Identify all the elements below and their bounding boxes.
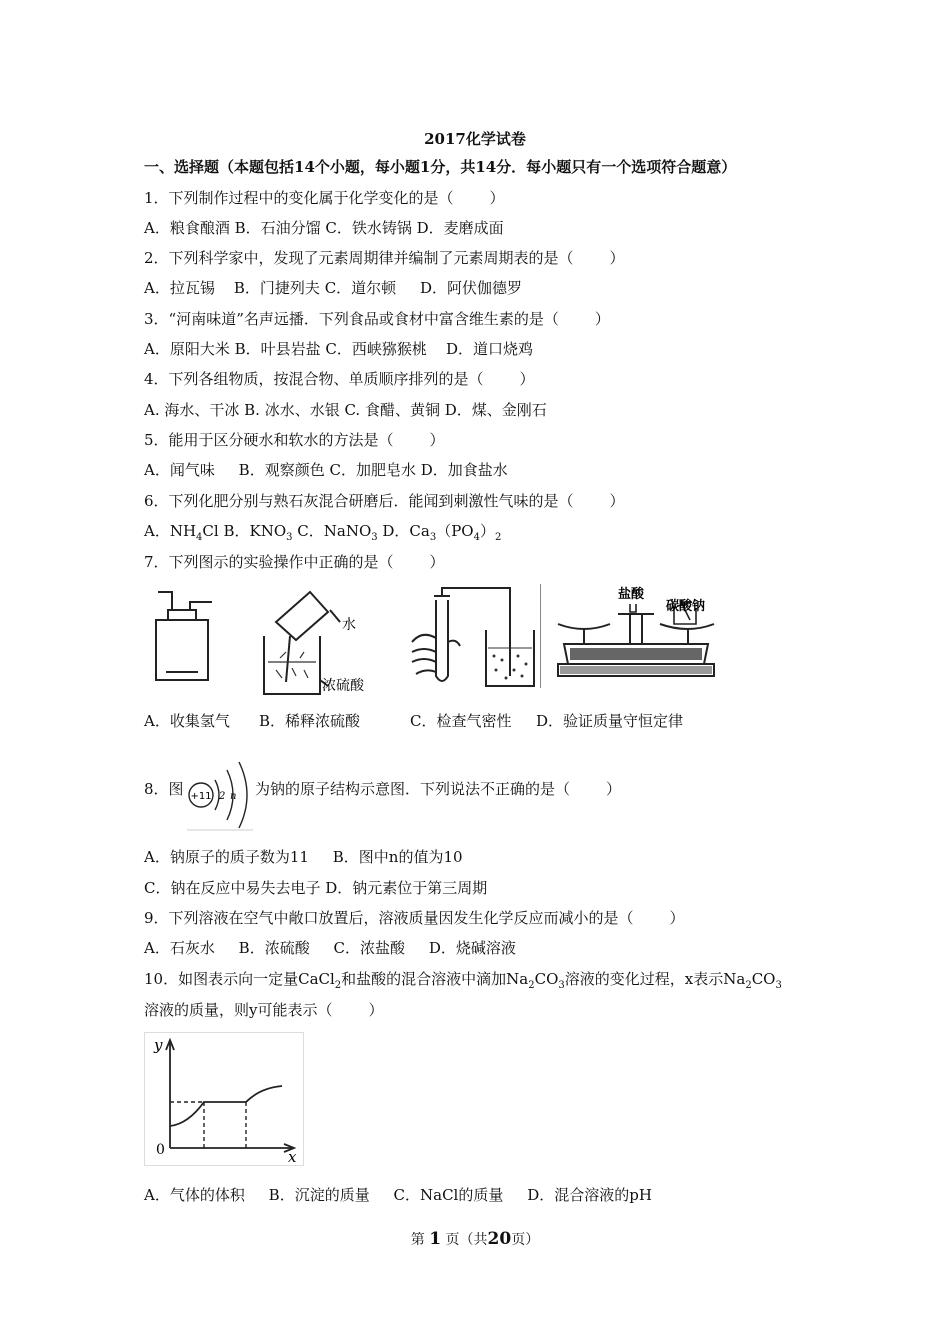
option-d-text-2: （PO <box>436 522 474 540</box>
question-2-stem: 2．下列科学家中，发现了元素周期律并编制了元素周期表的是（ <box>144 249 574 267</box>
figure-divider <box>540 584 541 688</box>
option-c-text: C．NaNO <box>292 522 372 540</box>
question-4 <box>144 369 535 389</box>
total-pages: 20 <box>487 1229 512 1249</box>
answer-paren-close: ） <box>489 189 505 207</box>
section-heading: 一、选择题（本题包括14个小题，每小题1分，共14分．每小题只有一个选项符合题意） <box>144 158 737 176</box>
question-8-pre: 8．图 <box>144 780 184 798</box>
question-5-stem: 5．能用于区分硬水和软水的方法是（ <box>144 431 394 449</box>
q10-text-1: 10．如图表示向一定量CaCl <box>144 970 335 988</box>
gas-bottle-figure <box>148 588 218 688</box>
question-9-options: A．石灰水 B．浓硫酸 C．浓盐酸 D．烧碱溶液 <box>144 939 516 957</box>
dilute-acid-figure <box>246 582 381 700</box>
question-2 <box>144 248 625 268</box>
question-9-stem: 9．下列溶液在空气中敞口放置后，溶液质量因发生化学反应而减小的是（ <box>144 909 634 927</box>
q10-text-3: CO <box>534 970 559 988</box>
subscript: 2 <box>528 980 535 991</box>
conc-acid-label: 浓硫酸 <box>322 678 364 694</box>
question-3-options: A．原阳大米 B．叶县岩盐 C．西峡猕猴桃 D．道口烧鸡 <box>144 340 533 358</box>
question-1-options: A．粮食酿酒 B．石油分馏 C．铁水铸锅 D．麦磨成面 <box>144 219 504 237</box>
question-8 <box>255 779 621 799</box>
question-1-stem: 1．下列制作过程中的变化属于化学变化的是（ <box>144 189 454 207</box>
graph-y-label: y <box>154 1036 163 1054</box>
question-4-stem: 4．下列各组物质，按混合物、单质顺序排列的是（ <box>144 370 484 388</box>
graph-x-label: x <box>288 1148 297 1166</box>
option-d-text-3: ） <box>479 522 495 540</box>
answer-paren-close: ） <box>594 310 610 328</box>
option-a-text: A．NH <box>144 522 197 540</box>
footer-middle: 页（共 <box>445 1232 488 1248</box>
question-6-stem: 6．下列化肥分别与熟石灰混合研磨后．能闻到刺激性气味的是（ <box>144 492 574 510</box>
question-5 <box>144 430 445 450</box>
q7-option-d: D．验证质量守恒定律 <box>536 712 684 730</box>
subscript: 2 <box>745 980 752 991</box>
q10-text-5: CO <box>751 970 776 988</box>
graph-origin-label: 0 <box>156 1142 165 1158</box>
subscript: 3 <box>429 532 437 543</box>
question-1 <box>144 188 505 208</box>
water-label: 水 <box>342 617 356 633</box>
subscript: 2 <box>495 532 502 543</box>
answer-paren-close: ） <box>368 1001 384 1019</box>
page-title: 2017化学试卷 <box>424 130 526 148</box>
question-7-stem: 7．下列图示的实验操作中正确的是（ <box>144 553 394 571</box>
sodium-carbonate-label: 碳酸钠 <box>666 599 706 614</box>
question-9 <box>144 908 685 928</box>
question-10-line-1 <box>144 969 782 992</box>
question-3 <box>144 309 610 329</box>
current-page-number: 1 <box>429 1229 442 1249</box>
airtightness-figure <box>406 586 541 690</box>
question-10-line-2 <box>144 1000 384 1020</box>
subscript: 3 <box>558 980 565 991</box>
atom-shell-n-label: n <box>230 791 237 802</box>
option-d-text: D．Ca <box>377 522 430 540</box>
q7-option-b: B．稀释浓硫酸 <box>259 712 361 730</box>
q10-text-4: 溶液的变化过程，x表示Na <box>564 970 746 988</box>
q7-option-a: A．收集氢气 <box>144 712 230 730</box>
option-b-text: Cl B．KNO <box>202 522 287 540</box>
question-8-options-ab: A．钠原子的质子数为11 B．图中n的值为10 <box>144 848 463 866</box>
question-8-stem: 为钠的原子结构示意图．下列说法不正确的是（ <box>255 780 571 798</box>
atom-shell-1-label: 2 <box>219 791 226 802</box>
graph-curve <box>170 1086 282 1126</box>
answer-paren-close: ） <box>429 553 445 571</box>
question-4-options: A. 海水、干冰 B. 冰水、水银 C. 食醋、黄铜 D．煤、金刚石 <box>144 401 547 419</box>
subscript: 3 <box>286 532 293 543</box>
footer-prefix: 第 <box>410 1232 425 1248</box>
q10-text-line2: 溶液的质量，则y可能表示（ <box>144 1001 333 1019</box>
q10-text-2: 和盐酸的混合溶液中滴加Na <box>341 970 529 988</box>
question-6-options <box>144 521 501 544</box>
question-3-stem: 3．“河南味道”名声远播．下列食品或食材中富含维生素的是（ <box>144 310 559 328</box>
question-10-options: A．气体的体积 B．沉淀的质量 C．NaCl的质量 D．混合溶液的pH <box>144 1186 652 1204</box>
question-6 <box>144 491 625 511</box>
subscript: 3 <box>775 980 782 991</box>
question-7 <box>144 552 445 572</box>
answer-paren-close: ） <box>669 909 685 927</box>
footer-suffix: 页） <box>511 1232 540 1248</box>
q7-option-c: C．检查气密性 <box>410 712 512 730</box>
atom-nucleus-label: +11 <box>190 791 212 802</box>
subscript: 3 <box>371 532 378 543</box>
answer-paren-close: ） <box>609 492 625 510</box>
answer-paren-close: ） <box>606 780 622 798</box>
question-5-options: A．闻气味 B．观察颜色 C．加肥皂水 D．加食盐水 <box>144 461 508 479</box>
page-footer <box>0 1229 950 1249</box>
answer-paren-close: ） <box>519 370 535 388</box>
answer-paren-close: ） <box>429 431 445 449</box>
sodium-atom-diagram <box>183 758 255 832</box>
subscript: 4 <box>473 532 480 543</box>
answer-paren-close: ） <box>609 249 625 267</box>
question-8-options-cd: C．钠在反应中易失去电子 D．钠元素位于第三周期 <box>144 879 488 897</box>
question-2-options: A．拉瓦锡 B．门捷列夫 C．道尔顿 D．阿伏伽德罗 <box>144 279 523 297</box>
q10-graph <box>144 1032 304 1166</box>
balance-figure <box>548 584 720 690</box>
hcl-label: 盐酸 <box>618 587 645 602</box>
subscript: 4 <box>196 532 203 543</box>
subscript: 2 <box>334 980 342 991</box>
